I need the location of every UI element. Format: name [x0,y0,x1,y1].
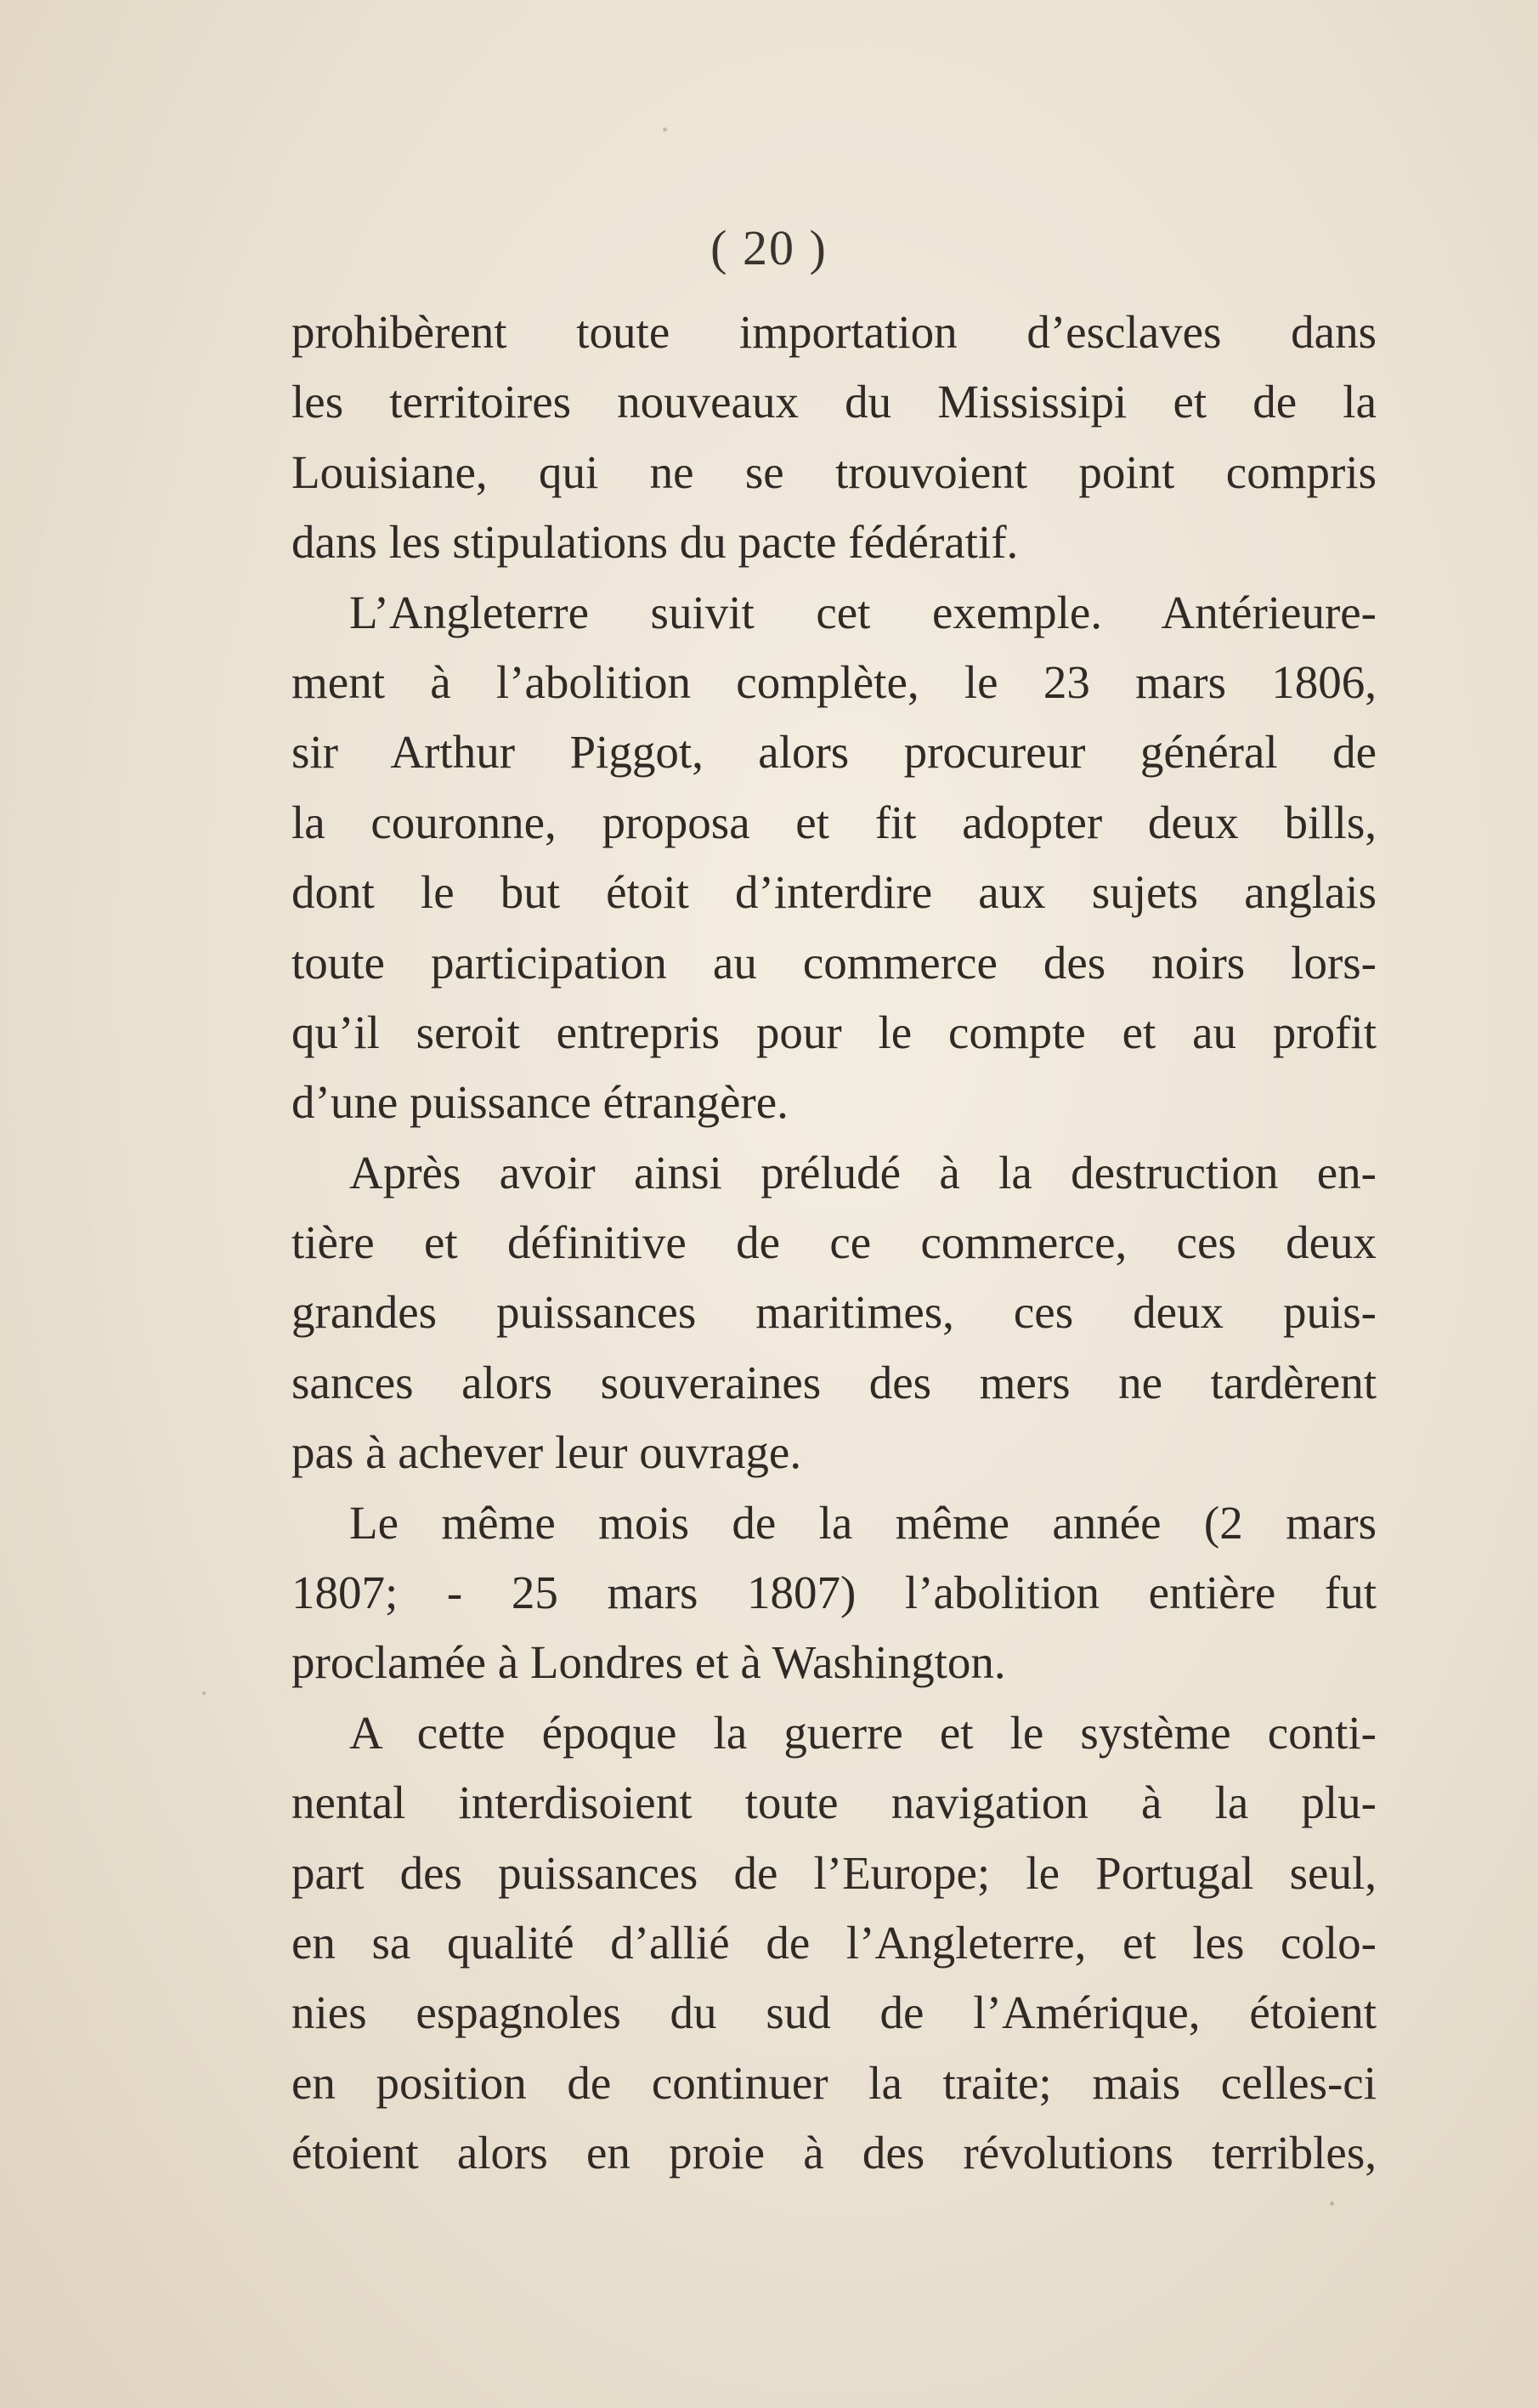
paper-speck [202,1691,206,1695]
text-line: Le même mois de la même année (2 mars [349,1496,1377,1549]
text-line: proclamée à Londres et à Washington. [291,1636,1006,1689]
text-line: dont le but étoit d’interdire aux sujets anglais [291,866,1377,919]
text-line: Après avoir ainsi préludé à la destruction en- [349,1146,1377,1198]
text-line: sir Arthur Piggot, alors procureur général de [291,726,1377,779]
text-line: nies espagnoles du sud de l’Amérique, étoient [291,1986,1377,2039]
text-line: nental interdisoient toute navigation à la plu- [291,1776,1377,1829]
text-line: en sa qualité d’allié de l’Angleterre, et les colo- [291,1916,1377,1969]
text-line: 1807; - 25 mars 1807) l’abolition entière fut [291,1567,1377,1619]
text-line: A cette époque la guerre et le système conti- [349,1706,1377,1759]
text-line: dans les stipulations du pacte fédératif. [291,516,1019,569]
text-line: étoient alors en proie à des révolutions terribles, [291,2127,1377,2179]
text-line: sances alors souveraines des mers ne tardèrent [291,1356,1377,1408]
text-line: en position de continuer la traite; mais celles-ci [291,2056,1377,2109]
text-line: la couronne, proposa et fit adopter deux bills, [291,796,1377,848]
body-text [291,297,1377,2189]
paper-speck [1330,2201,1334,2206]
text-line: les territoires nouveaux du Mississipi et de la [291,376,1377,428]
text-line: d’une puissance étrangère. [291,1076,789,1129]
text-line: Louisiane, qui ne se trouvoient point compris [291,445,1377,498]
text-line: qu’il seroit entrepris pour le compte et au profit [291,1006,1377,1058]
text-line: tière et définitive de ce commerce, ces deux [291,1216,1377,1269]
text-line: ment à l’abolition complète, le 23 mars 1806, [291,655,1377,708]
text-line: toute participation au commerce des noirs lors- [291,936,1377,989]
page-number: ( 20 ) [710,220,828,275]
text-line: L’Angleterre suivit cet exemple. Antérieure- [349,586,1377,638]
text-line: pas à achever leur ouvrage. [291,1426,802,1479]
text-line: part des puissances de l’Europe; le Portugal seul, [291,1846,1377,1899]
paper-speck [663,127,667,132]
text-line: grandes puissances maritimes, ces deux puis- [291,1286,1377,1339]
text-line: prohibèrent toute importation d’esclaves dans [291,306,1377,358]
